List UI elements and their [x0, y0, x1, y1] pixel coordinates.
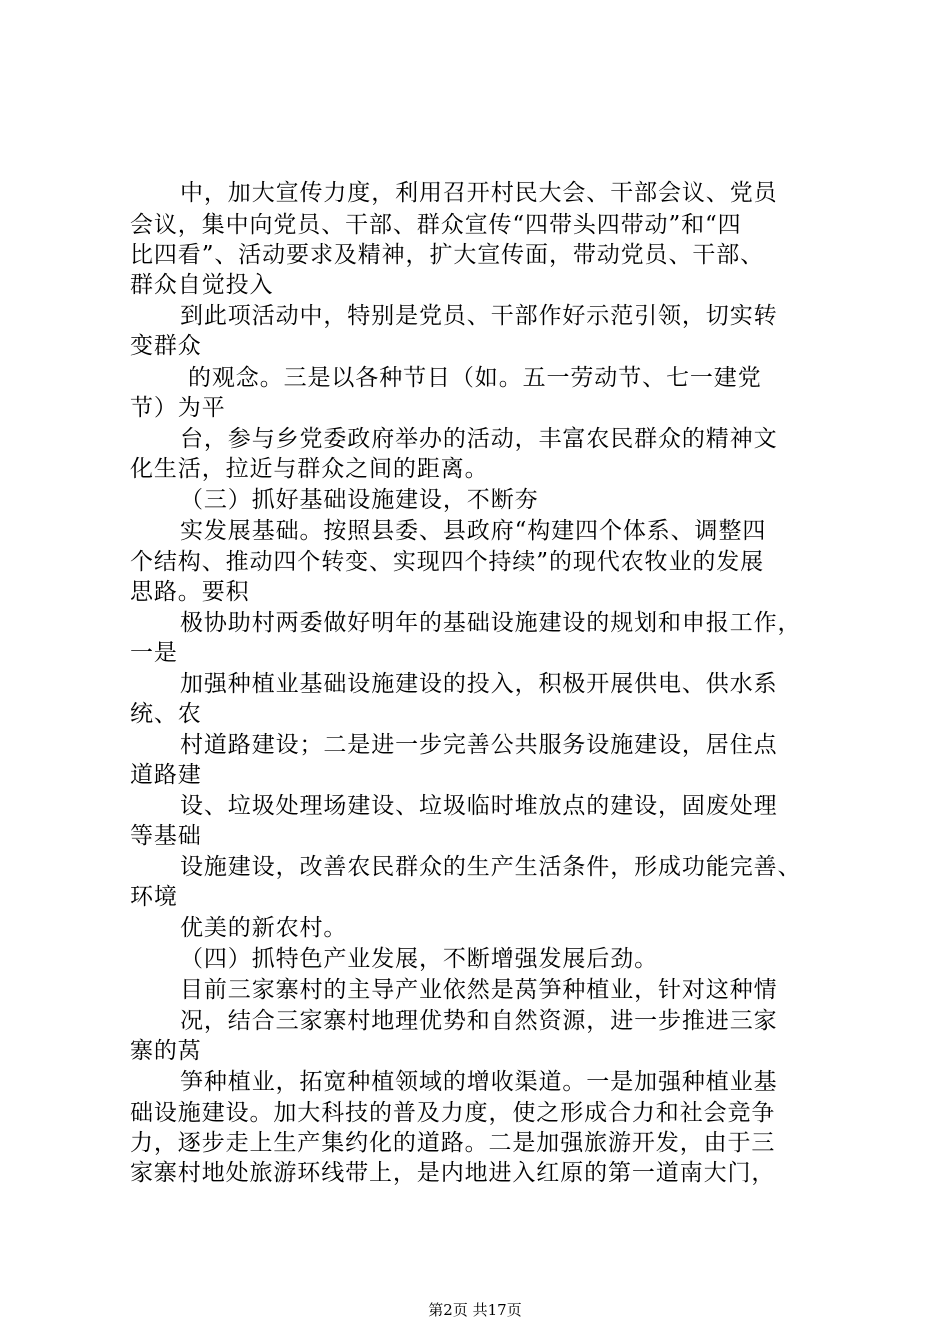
text-line: 环境: [130, 884, 178, 910]
text-line: 节）为平: [130, 395, 226, 421]
text-line: 比四看”、活动要求及精神，扩大宣传面，带动党员、干部、: [130, 242, 765, 268]
text-line: 台，参与乡党委政府举办的活动，丰富农民群众的精神文: [180, 426, 778, 452]
text-line: 目前三家寨村的主导产业依然是莴笋种植业，针对这种情: [180, 977, 778, 1003]
section-heading: （四）抓特色产业发展，不断增强发展后劲。: [180, 946, 658, 972]
text-line: 统、农: [130, 701, 202, 727]
text-line: 中，加大宣传力度，利用召开村民大会、干部会议、党员: [180, 180, 778, 206]
text-line: 况，结合三家寨村地理优势和自然资源，进一步推进三家: [180, 1008, 778, 1034]
text-line: 会议，集中向党员、干部、群众宣传“四带头四带动”和“四: [130, 212, 742, 238]
text-line: 设施建设，改善农民群众的生产生活条件，形成功能完善、: [180, 854, 802, 880]
text-line: 一是: [130, 640, 178, 666]
text-line: 加强种植业基础设施建设的投入，积极开展供电、供水系: [180, 671, 778, 697]
text-line: 极协助村两委做好明年的基础设施建设的规划和申报工作，: [180, 610, 802, 636]
text-line: 寨的莴: [130, 1038, 202, 1064]
text-line: 笋种植业，拓宽种植领域的增收渠道。一是加强种植业基: [180, 1069, 778, 1095]
text-line: 的观念。三是以各种节日（如。五一劳动节、七一建党: [188, 365, 762, 391]
text-line: 道路建: [130, 762, 202, 788]
text-line: 化生活，拉近与群众之间的距离。: [130, 456, 489, 482]
text-line: 力，逐步走上生产集约化的道路。二是加强旅游开发，由于三: [130, 1130, 776, 1156]
page-number-footer: 第2页 共17页: [428, 1301, 522, 1319]
text-line: 优美的新农村。: [180, 915, 348, 941]
text-line: 群众自觉投入: [130, 272, 274, 298]
text-line: 思路。要积: [130, 579, 250, 605]
text-line: 个结构、推动四个转变、实现四个持续”的现代农牧业的发展: [130, 549, 765, 575]
text-line: 到此项活动中，特别是党员、干部作好示范引领，切实转: [180, 303, 778, 329]
text-line: 家寨村地处旅游环线带上，是内地进入红原的第一道南大门，: [130, 1160, 776, 1186]
text-line: 设、垃圾处理场建设、垃圾临时堆放点的建设，固废处理: [180, 793, 778, 819]
text-line: 础设施建设。加大科技的普及力度，使之形成合力和社会竞争: [130, 1100, 776, 1126]
text-line: 实发展基础。按照县委、县政府“构建四个体系、调整四: [180, 518, 767, 544]
text-line: 变群众: [130, 333, 202, 359]
text-line: 等基础: [130, 823, 202, 849]
section-heading: （三）抓好基础设施建设，不断夯: [180, 487, 539, 513]
text-line: 村道路建设；二是进一步完善公共服务设施建设，居住点: [180, 732, 778, 758]
